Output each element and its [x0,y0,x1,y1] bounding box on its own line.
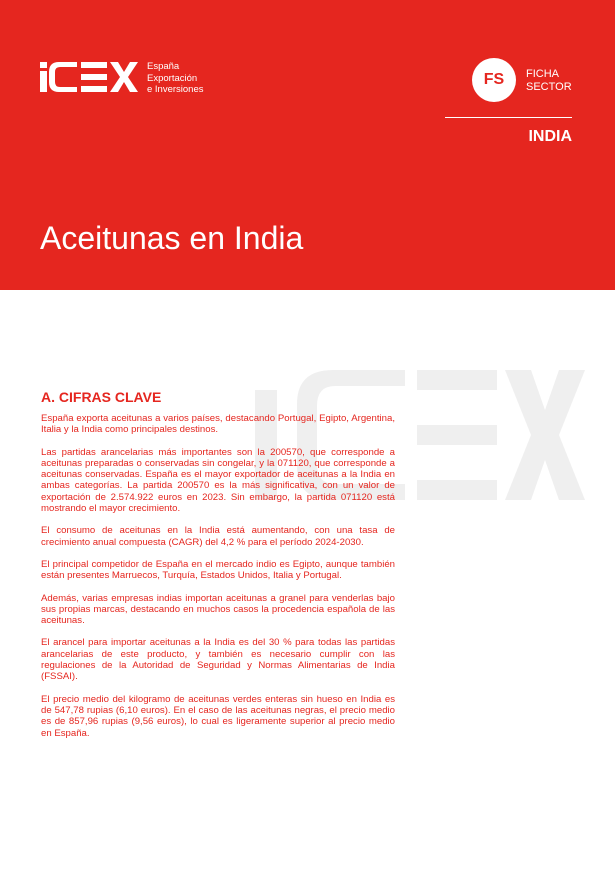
fs-label-line: SECTOR [526,81,572,93]
logo-subtitle-line: e Inversiones [147,84,204,95]
icex-logo-mark [40,62,138,92]
paragraph: Las partidas arancelarias más importantes son la 200570, que corresponde a aceitunas preparadas o conservadas sin congelar, y la 071120, que corresponde a aceitunas conservadas. España es el mayor exportador de aceitunas a la India en ambas categorías. La partida 200570 es la más significativa, con un valor de exportación de 2.574.922 euros en 2023. Sin embargo, la partida 071120 está mostrando el mayor crecimiento. [41,446,395,515]
country-label: INDIA [528,128,572,145]
logo-subtitle-line: Exportación [147,72,198,84]
paragraph: El arancel para importar aceitunas a la India es del 30 % para todas las partidas arancelarias de este producto, y también es necesario cumplir con las regulaciones de la Autoridad de Seguridad y Normas Alimentarias de India (FSSAI). [41,637,395,683]
logo-subtitle-line: España [147,61,180,72]
divider [445,117,572,118]
paragraph: Además, varias empresas indias importan aceitunas a granel para venderlas bajo sus propias marcas, destacando en muchos casos la procedencia española de las aceitunas. [41,592,395,627]
fs-badge: FS [472,58,516,102]
fs-label-line: FICHA [526,68,559,80]
icex-logo [40,62,138,92]
logo-subtitle [147,61,204,96]
cover-header [0,0,615,290]
section-heading: A. CIFRAS CLAVE [41,389,162,405]
fs-badge-label [526,68,572,94]
paragraph: El consumo de aceitunas en la India está aumentando, con una tasa de crecimiento anual compuesta (CAGR) del 4,2 % para el período 2024-2030. [41,525,395,548]
paragraph: España exporta aceitunas a varios países, destacando Portugal, Egipto, Argentina, Italia y la India como principales destinos. [41,413,395,436]
page-title: Aceitunas en India [40,220,304,257]
paragraph: El principal competidor de España en el mercado indio es Egipto, aunque también están presentes Marruecos, Turquía, Estados Unidos, Italia y Portugal. [41,558,395,582]
key-figures-section [41,389,395,750]
paragraph: El precio medio del kilogramo de aceitunas verdes enteras sin hueso en India es de 547,78 rupias (6,10 euros). En el caso de las aceitunas negras, el precio medio es de 857,96 rupias (9,56 euros), lo cual es ligeramente superior al precio medio en España. [41,693,395,739]
